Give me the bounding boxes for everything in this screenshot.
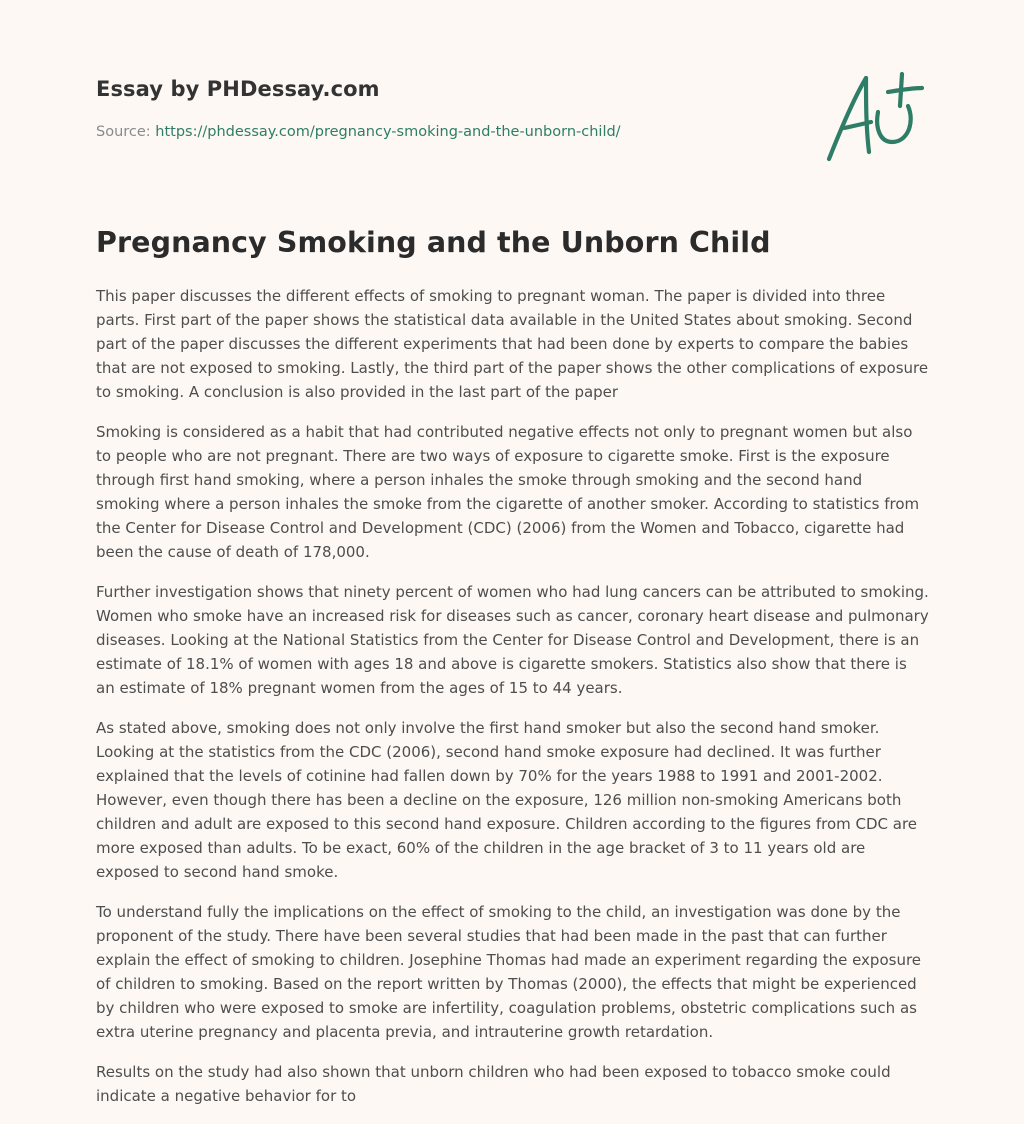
essay-paragraph: As stated above, smoking does not only involve the first hand smoker but also the second hand smoker. Looking at the statistics from the CDC (2006), second hand smoke exposure had declined. It was further explained that the levels of cotinine had fallen down by 70% for the years 1988 to 1991 and 2001-2002. However, even though there has been a decline on the exposure, 126 million non-smoking Americans both children and adult are exposed to this second hand exposure. Children according to the figures from CDC are more exposed than adults. To be exact, 60% of the children in the age bracket of 3 to 11 years old are exposed to second hand smoke. bbox=[96, 719, 918, 881]
essay-paragraph: To understand fully the implications on the effect of smoking to the child, an investigation was done by the proponent of the study. There have been several studies that had been made in the past that can further explain the effect of smoking to children. Josephine Thomas had made an experiment regarding the exposure of children to smoking. Based on the report written by Thomas (2000), the effects that might be experienced by children who were exposed to smoke are infertility, coagulation problems, obstetric complications such as extra uterine pregnancy and placenta previa, and intrauterine growth retardation. bbox=[96, 903, 922, 1041]
a-plus-logo-icon bbox=[820, 66, 930, 166]
essay-body bbox=[96, 284, 930, 1124]
essay-paragraph: Smoking is considered as a habit that had contributed negative effects not only to pregnant women but also to people who are not pregnant. There are two ways of exposure to cigarette smoke. First is the exposure through first hand smoking, where a person inhales the smoke through smoking and the second hand smoking where a person inhales the smoke from the cigarette of another smoker. According to statistics from the Center for Disease Control and Development (CDC) (2006) from the Women and Tobacco, cigarette had been the cause of death of 178,000. bbox=[96, 423, 920, 561]
source-label: Source: bbox=[96, 124, 151, 140]
essay-paragraph: This paper discusses the different effects of smoking to pregnant woman. The paper is divided into three parts. First part of the paper shows the statistical data available in the United States about smoking. Second part of the paper discusses the different experiments that had been done by experts to compare the babies that are not exposed to smoking. Lastly, the third part of the paper shows the other complications of exposure to smoking. A conclusion is also provided in the last part of the paper bbox=[96, 287, 929, 401]
essay-paragraph: Further investigation shows that ninety percent of women who had lung cancers can be attributed to smoking. Women who smoke have an increased risk for diseases such as cancer, coronary heart disease and pulmonary diseases. Looking at the National Statistics from the Center for Disease Control and Development, there is an estimate of 18.1% of women with ages 18 and above is cigarette smokers. Statistics also show that there is an estimate of 18% pregnant women from the ages of 15 to 44 years. bbox=[96, 583, 929, 697]
essay-paragraph: Results on the study had also shown that unborn children who had been exposed to tobacco smoke could indicate a negative behavior for to bbox=[96, 1063, 891, 1105]
source-line bbox=[96, 124, 621, 140]
source-link[interactable]: https://phdessay.com/pregnancy-smoking-and-the-unborn-child/ bbox=[155, 124, 621, 140]
site-title: Essay by PHDessay.com bbox=[96, 77, 380, 101]
essay-title: Pregnancy Smoking and the Unborn Child bbox=[96, 226, 771, 259]
